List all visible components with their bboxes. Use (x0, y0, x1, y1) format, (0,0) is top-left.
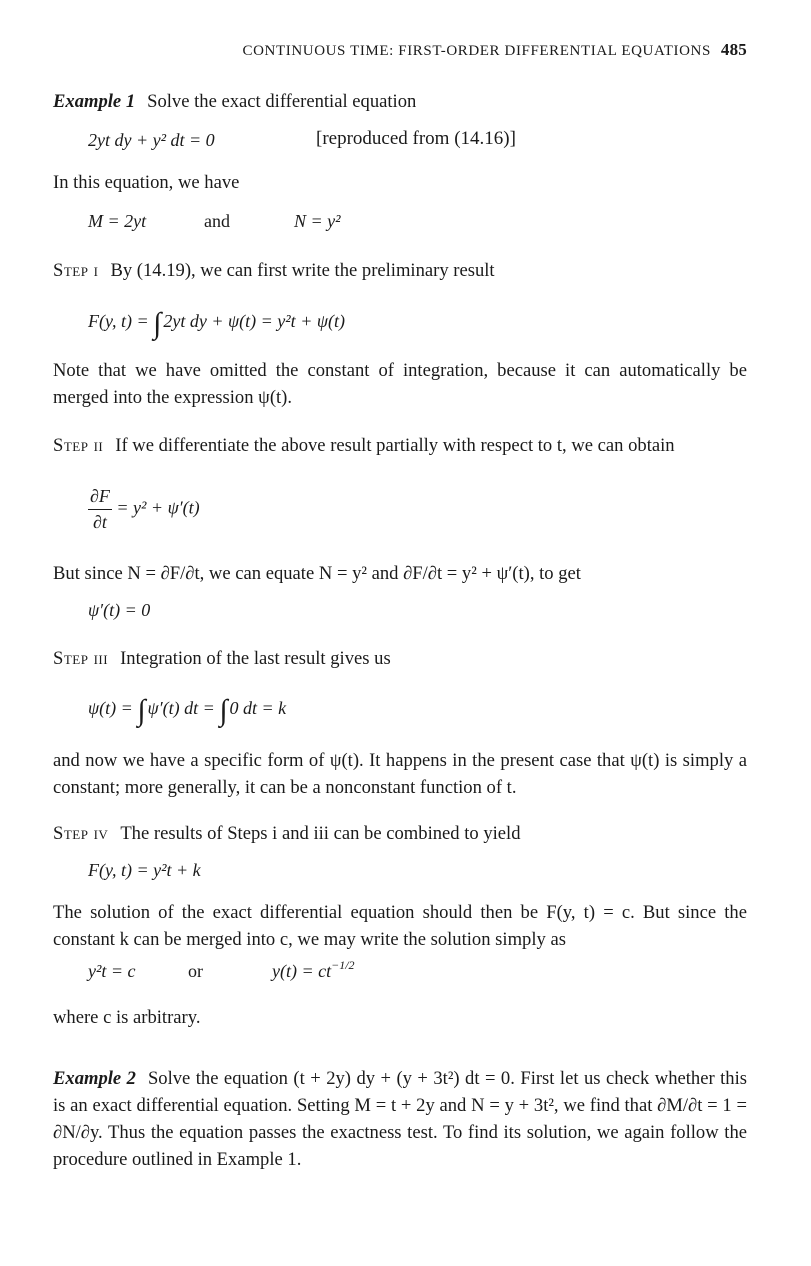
step4-solution-text: The solution of the exact differential equation should then be F(y, t) = c. But since the constant k can be merged into c, we may write the solution simply as (53, 902, 747, 950)
step1-text: By (14.19), we can first write the preliminary result (110, 260, 495, 281)
step3-text: Integration of the last result gives us (120, 648, 391, 669)
step1-note: Note that we have omitted the constant of integration, because it can automatically be merged into the expression ψ(t). (53, 360, 747, 408)
final-solution-a: y²t = c (88, 961, 136, 981)
step1-equation: F(y, t) = ∫ 2yt dy + ψ(t) = y²t + ψ(t) (88, 307, 346, 340)
example2-label: Example 2 (53, 1068, 136, 1089)
example1-reference-note: [reproduced from (14.16)] (316, 128, 516, 149)
step2-but-text: But since N = ∂F/∂t, we can equate N = y² and ∂F/∂t = y² + ψ′(t), to get (53, 563, 581, 584)
step2-equation: $\frac{\partial F}{\partial t}$ = y² + ψ′(t) (90, 486, 200, 532)
partial-fraction: $\frac{\partial F}{\partial t}$ (90, 486, 110, 532)
step2-result: ψ′(t) = 0 (88, 600, 151, 620)
integral-sign: ∫ (153, 307, 162, 340)
step1-label: Step i (53, 260, 99, 281)
step1-paragraph (53, 257, 747, 284)
running-header (243, 40, 748, 60)
and-word: and (204, 211, 230, 231)
step2-label: Step ii (53, 435, 104, 456)
step4-label: Step iv (53, 823, 109, 844)
step3-paragraph (53, 645, 747, 672)
example2-text: Solve the equation (t + 2y) dy + (y + 3t²) dt = 0. First let us check whether this is an exact differential equation. Setting M = t + 2y and N = y + 3t², we find that ∂M/∂t = 1 = ∂N/∂y. Thus the equation passes the exactness test. To find its solution, we again follow the procedure outlined in Example 1. (53, 1068, 747, 1170)
final-solution-b: $y(t) = ct^{-1/2}$ (272, 958, 355, 981)
example1-heading (53, 88, 747, 115)
example1-label: Example 1 (53, 91, 136, 112)
running-title: CONTINUOUS TIME: FIRST-ORDER DIFFERENTIAL EQUATIONS (242, 43, 711, 59)
step4-where-text: where c is arbitrary. (53, 1007, 201, 1028)
example1-intro: Solve the exact differential equation (147, 91, 417, 112)
m-equation: M = 2yt (88, 211, 147, 231)
or-word: or (188, 961, 203, 981)
example1-have-text: In this equation, we have (53, 172, 240, 193)
step3-after-text: and now we have a specific form of ψ(t). It happens in the present case that ψ(t) is simply a constant; more generally, it can be a nonconstant function of t. (53, 750, 747, 798)
step2-text: If we differentiate the above result partially with respect to t, we can obtain (115, 435, 675, 456)
step2-paragraph (53, 432, 747, 459)
example1-equation: 2yt dy + y² dt = 0 (88, 130, 215, 150)
step4-paragraph (53, 820, 747, 847)
example2-paragraph (53, 1065, 747, 1173)
exponent: −1/2 (331, 958, 355, 972)
page-number: 485 (720, 40, 747, 59)
step3-label: Step iii (53, 648, 109, 669)
n-equation: N = y² (294, 211, 341, 231)
step4-equation: F(y, t) = y²t + k (88, 860, 201, 880)
step4-text: The results of Steps i and iii can be combined to yield (120, 823, 521, 844)
step3-equation: ψ(t) = ∫ ψ′(t) dt = ∫ 0 dt = k (88, 694, 287, 727)
